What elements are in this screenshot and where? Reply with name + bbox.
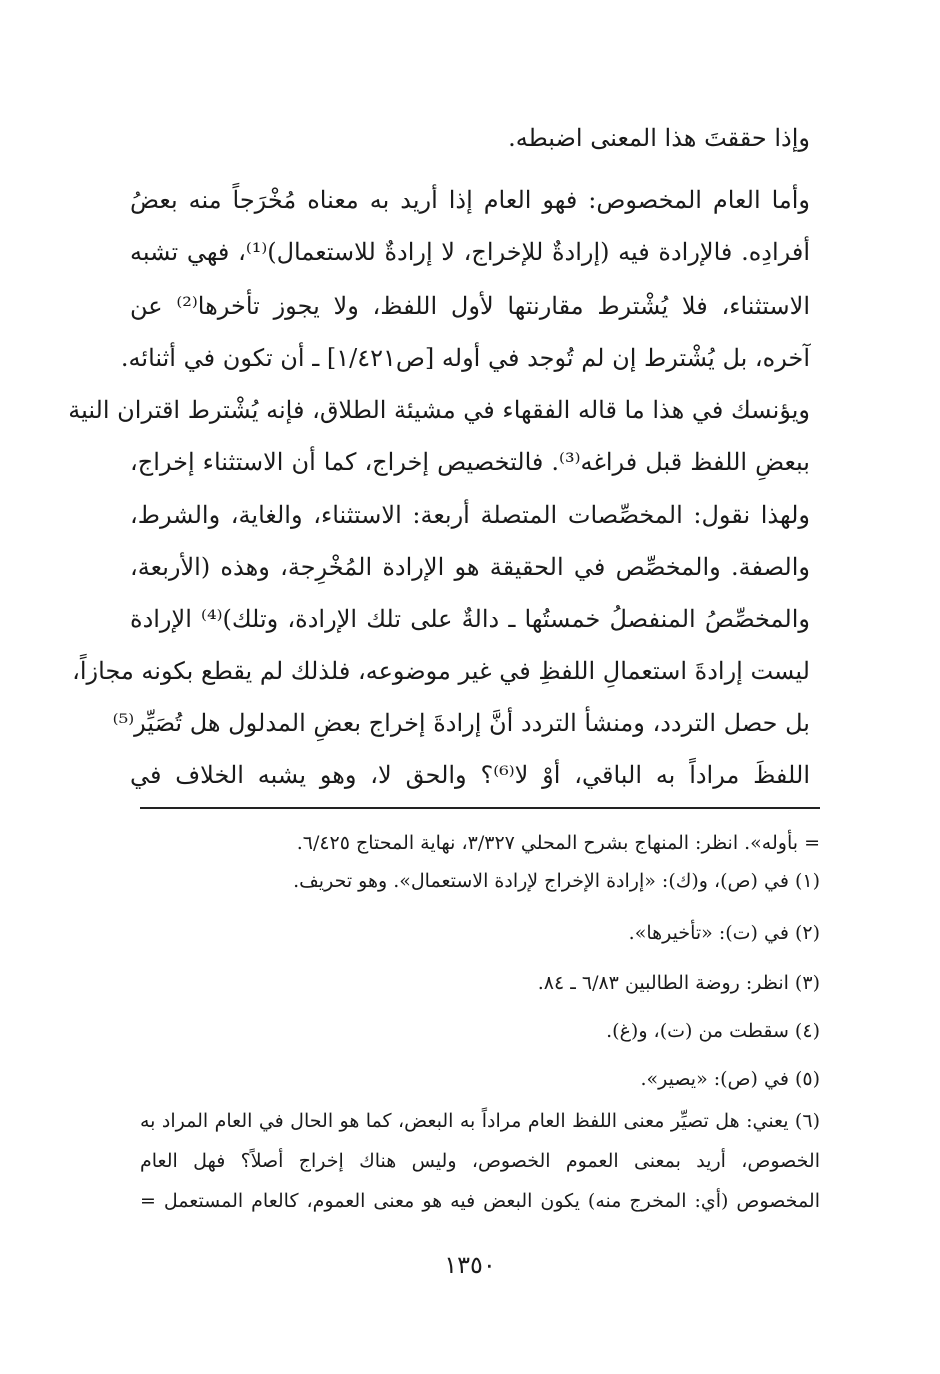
footnote-line: = بأوله». انظر: المنهاج بشرح المحلي ٣/٣٢٧، نهاية المحتاج ٦/٤٢٥.: [296, 832, 820, 854]
footnote-1: (١) في (ص)، و(ك): «إرادة الإخراج لإرادة الاستعمال». وهو تحريف.: [293, 870, 820, 892]
text-line: والمخصِّصُ المنفصلُ خمستُها ـ دالةٌ على تلك الإرادة، وتلك)⁽⁴⁾ الإرادة: [130, 605, 810, 633]
text-line: الاستثناء، فلا يُشْترط مقارنتها لأول اللفظ، ولا يجوز تأخرها⁽²⁾ عن: [130, 292, 810, 320]
text-line: اللفظَ مراداً به الباقي، أوْ لا⁽⁶⁾؟ والحق لا، وهو يشبه الخلاف في: [130, 761, 810, 789]
text-line: وإذا حققتَ هذا المعنى اضبطه.: [508, 124, 810, 152]
text-line: آخره، بل يُشْترط إن لم تُوجد في أوله [ص١/٤٢١] ـ أن تكون في أثنائه.: [120, 344, 810, 372]
text-line: ليست إرادةَ استعمالِ اللفظِ في غير موضوعه، فلذلك لم يقطع بكونه مجازاً،: [72, 657, 810, 685]
text-line: أفرادِه. فالإرادة فيه (إرادةٌ للإخراج، لا إرادةٌ للاستعمال)⁽¹⁾، فهي تشبه: [130, 238, 811, 266]
footnote-6-continued: المخصوص (أي: المخرج منه) يكون البعض فيه هو معنى العموم، كالعام المستعمل =: [140, 1190, 820, 1212]
footnote-5: (٥) في (ص): «يصير».: [640, 1068, 820, 1090]
text-line: وأما العام المخصوص: فهو العام إذا أريد به معناه مُخْرَجاً منه بعضُ: [130, 186, 810, 214]
footnote-4: (٤) سقطت من (ت)، و(غ).: [606, 1020, 820, 1042]
text-line: بل حصل التردد، ومنشأ التردد أنَّ إرادةَ إخراج بعضِ المدلول هل تُصَيِّر⁽⁵⁾: [112, 709, 810, 737]
footnote-3: (٣) انظر: روضة الطالبين ٦/٨٣ ـ ٨٤.: [537, 972, 820, 994]
text-line: ببعضِ اللفظ قبل فراغه⁽³⁾. فالتخصيص إخراج، كما أن الاستثناء إخراج،: [130, 448, 810, 476]
text-line: ويؤنسك في هذا ما قاله الفقهاء في مشيئة الطلاق، فإنه يُشْترط اقتران النية: [68, 396, 810, 424]
text-line: ولهذا نقول: المخصِّصات المتصلة أربعة: الاستثناء، والغاية، والشرط،: [130, 501, 810, 529]
footnote-2: (٢) في (ت): «تأخيرها».: [628, 922, 820, 944]
footnote-separator: [140, 807, 820, 809]
footnote-6-continued: الخصوص، أريد بمعنى العموم الخصوص، وليس هناك إخراج أصلاً؟ فهل العام: [140, 1150, 820, 1172]
text-line: والصفة. والمخصِّص في الحقيقة هو الإرادة المُخْرِجة، وهذه (الأربعة،: [130, 553, 810, 581]
footnote-6: (٦) يعني: هل تصيِّر معنى اللفظ العام مراداً به البعض، كما هو الحال في العام المراد به: [140, 1110, 820, 1132]
page-number: ١٣٥٠: [444, 1251, 496, 1279]
